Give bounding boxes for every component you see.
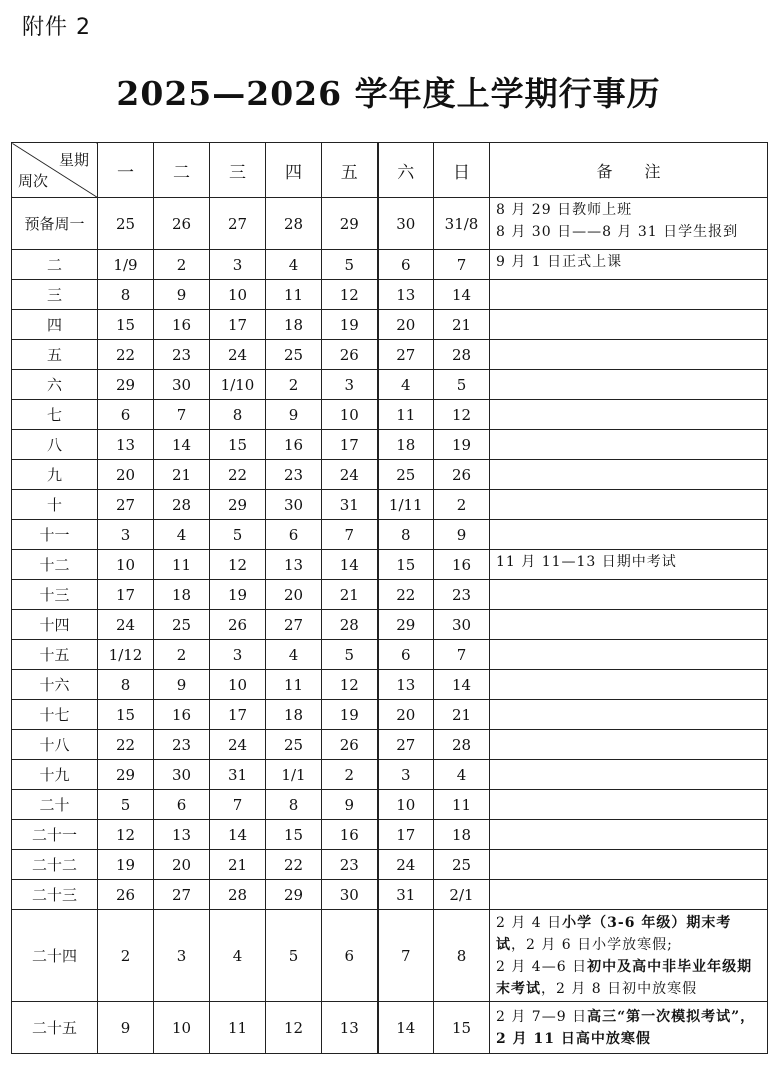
remarks-cell [490, 850, 768, 880]
date-cell: 25 [266, 340, 322, 370]
date-cell: 15 [266, 820, 322, 850]
date-cell: 29 [378, 610, 434, 640]
date-cell: 9 [98, 1002, 154, 1054]
remarks-cell [490, 520, 768, 550]
remark-text: 初中及高中非毕业年级期末考试 [496, 958, 753, 997]
date-cell: 8 [434, 910, 490, 1002]
date-cell: 24 [98, 610, 154, 640]
date-cell: 23 [154, 340, 210, 370]
remarks-header: 备 注 [490, 143, 768, 198]
date-cell: 3 [154, 910, 210, 1002]
date-cell: 22 [266, 850, 322, 880]
week-cell: 十三 [12, 580, 98, 610]
week-cell: 二十四 [12, 910, 98, 1002]
date-cell: 4 [434, 760, 490, 790]
date-cell: 6 [378, 640, 434, 670]
date-cell: 11 [266, 670, 322, 700]
table-row [12, 730, 768, 760]
header-row [12, 143, 768, 198]
table-row [12, 198, 768, 250]
remarks-cell [490, 310, 768, 340]
remarks-cell [490, 460, 768, 490]
date-cell: 18 [266, 310, 322, 340]
date-cell: 12 [98, 820, 154, 850]
date-cell: 26 [322, 730, 378, 760]
date-cell: 28 [210, 880, 266, 910]
week-cell: 三 [12, 280, 98, 310]
remark-text: ，2 月 6 日小学放寒假; [511, 936, 673, 953]
date-cell: 10 [378, 790, 434, 820]
remarks-cell [490, 880, 768, 910]
week-cell: 二十 [12, 790, 98, 820]
table-row [12, 250, 768, 280]
date-cell: 22 [98, 340, 154, 370]
corner-week-label: 周次 [18, 172, 49, 190]
week-cell: 十五 [12, 640, 98, 670]
week-cell: 六 [12, 370, 98, 400]
date-cell: 28 [434, 340, 490, 370]
date-cell: 7 [210, 790, 266, 820]
remark-text: 2 月 4—6 日 [496, 958, 588, 975]
calendar-table [11, 142, 768, 1054]
remarks-cell [490, 340, 768, 370]
date-cell: 8 [98, 280, 154, 310]
corner-weekday-label: 星期 [58, 151, 89, 169]
date-cell: 11 [434, 790, 490, 820]
date-cell: 23 [266, 460, 322, 490]
day-header: 五 [322, 143, 378, 198]
remarks-cell [490, 490, 768, 520]
date-cell: 5 [266, 910, 322, 1002]
date-cell: 13 [378, 670, 434, 700]
date-cell: 18 [266, 700, 322, 730]
date-cell: 20 [378, 310, 434, 340]
table-row [12, 580, 768, 610]
table-row [12, 310, 768, 340]
date-cell: 6 [98, 400, 154, 430]
table-row [12, 550, 768, 580]
week-cell: 十 [12, 490, 98, 520]
remark-text: ，2 月 8 日初中放寒假 [541, 980, 698, 997]
table-row [12, 490, 768, 520]
date-cell: 11 [210, 1002, 266, 1054]
date-cell: 25 [378, 460, 434, 490]
date-cell: 30 [322, 880, 378, 910]
date-cell: 2 [98, 910, 154, 1002]
week-cell: 预备周一 [12, 198, 98, 250]
date-cell: 24 [322, 460, 378, 490]
table-row [12, 340, 768, 370]
date-cell: 9 [434, 520, 490, 550]
table-row [12, 850, 768, 880]
date-cell: 18 [154, 580, 210, 610]
date-cell: 9 [154, 280, 210, 310]
date-cell: 2/1 [434, 880, 490, 910]
week-cell: 二十二 [12, 850, 98, 880]
date-cell: 26 [434, 460, 490, 490]
date-cell: 19 [98, 850, 154, 880]
date-cell: 6 [378, 250, 434, 280]
date-cell: 21 [322, 580, 378, 610]
table-row [12, 610, 768, 640]
remarks-cell [490, 370, 768, 400]
date-cell: 25 [266, 730, 322, 760]
day-header: 六 [378, 143, 434, 198]
date-cell: 21 [154, 460, 210, 490]
date-cell: 29 [98, 760, 154, 790]
date-cell: 15 [210, 430, 266, 460]
date-cell: 11 [378, 400, 434, 430]
date-cell: 3 [98, 520, 154, 550]
date-cell: 7 [322, 520, 378, 550]
date-cell: 31 [322, 490, 378, 520]
date-cell: 4 [378, 370, 434, 400]
date-cell: 31/8 [434, 198, 490, 250]
date-cell: 23 [154, 730, 210, 760]
date-cell: 29 [322, 198, 378, 250]
date-cell: 28 [266, 198, 322, 250]
week-cell: 四 [12, 310, 98, 340]
date-cell: 17 [210, 310, 266, 340]
date-cell: 30 [266, 490, 322, 520]
week-cell: 九 [12, 460, 98, 490]
date-cell: 23 [322, 850, 378, 880]
date-cell: 19 [322, 700, 378, 730]
date-cell: 10 [210, 280, 266, 310]
date-cell: 13 [322, 1002, 378, 1054]
date-cell: 17 [322, 430, 378, 460]
date-cell: 30 [378, 198, 434, 250]
date-cell: 25 [98, 198, 154, 250]
date-cell: 13 [266, 550, 322, 580]
date-cell: 6 [266, 520, 322, 550]
date-cell: 5 [210, 520, 266, 550]
date-cell: 28 [154, 490, 210, 520]
table-row [12, 820, 768, 850]
table-row [12, 1002, 768, 1054]
week-cell: 十四 [12, 610, 98, 640]
date-cell: 26 [210, 610, 266, 640]
date-cell: 4 [266, 640, 322, 670]
remarks-cell [490, 790, 768, 820]
week-cell: 二十五 [12, 1002, 98, 1054]
day-header: 日 [434, 143, 490, 198]
date-cell: 2 [266, 370, 322, 400]
date-cell: 30 [154, 370, 210, 400]
table-row [12, 430, 768, 460]
date-cell: 3 [210, 640, 266, 670]
date-cell: 12 [266, 1002, 322, 1054]
day-header: 二 [154, 143, 210, 198]
date-cell: 1/1 [266, 760, 322, 790]
week-cell: 十二 [12, 550, 98, 580]
remark-text: 9 月 1 日正式上课 [496, 254, 623, 270]
date-cell: 15 [98, 310, 154, 340]
date-cell: 11 [154, 550, 210, 580]
date-cell: 6 [322, 910, 378, 1002]
date-cell: 5 [322, 250, 378, 280]
date-cell: 31 [210, 760, 266, 790]
date-cell: 3 [322, 370, 378, 400]
date-cell: 15 [378, 550, 434, 580]
date-cell: 2 [322, 760, 378, 790]
remarks-cell [490, 730, 768, 760]
date-cell: 8 [210, 400, 266, 430]
date-cell: 27 [154, 880, 210, 910]
date-cell: 15 [434, 1002, 490, 1054]
date-cell: 9 [266, 400, 322, 430]
date-cell: 12 [210, 550, 266, 580]
date-cell: 16 [434, 550, 490, 580]
remarks-cell [490, 760, 768, 790]
table-row [12, 460, 768, 490]
date-cell: 10 [210, 670, 266, 700]
date-cell: 7 [434, 640, 490, 670]
day-header: 三 [210, 143, 266, 198]
remarks-cell [490, 910, 768, 1002]
date-cell: 5 [434, 370, 490, 400]
date-cell: 28 [434, 730, 490, 760]
date-cell: 19 [434, 430, 490, 460]
remarks-cell [490, 250, 768, 280]
table-row [12, 670, 768, 700]
date-cell: 9 [154, 670, 210, 700]
date-cell: 27 [98, 490, 154, 520]
date-cell: 24 [378, 850, 434, 880]
date-cell: 21 [210, 850, 266, 880]
day-header: 一 [98, 143, 154, 198]
date-cell: 14 [434, 280, 490, 310]
date-cell: 10 [154, 1002, 210, 1054]
remarks-cell [490, 640, 768, 670]
date-cell: 18 [378, 430, 434, 460]
week-cell: 十一 [12, 520, 98, 550]
date-cell: 2 [154, 640, 210, 670]
page-title: 2025—2026 学年度上学期行事历 [116, 74, 661, 113]
date-cell: 26 [98, 880, 154, 910]
date-cell: 26 [322, 340, 378, 370]
date-cell: 4 [210, 910, 266, 1002]
attachment-label: 附件 2 [22, 15, 91, 40]
week-cell: 二十三 [12, 880, 98, 910]
remark-text: 小学（3-6 年级）期末考试 [496, 914, 732, 953]
remarks-cell [490, 820, 768, 850]
date-cell: 14 [210, 820, 266, 850]
date-cell: 5 [98, 790, 154, 820]
date-cell: 2 [154, 250, 210, 280]
remark-text: 2 月 4 日 [496, 914, 563, 931]
date-cell: 20 [378, 700, 434, 730]
date-cell: 3 [378, 760, 434, 790]
date-cell: 1/11 [378, 490, 434, 520]
date-cell: 27 [378, 340, 434, 370]
week-cell: 八 [12, 430, 98, 460]
date-cell: 29 [210, 490, 266, 520]
date-cell: 13 [378, 280, 434, 310]
date-cell: 18 [434, 820, 490, 850]
date-cell: 30 [434, 610, 490, 640]
corner-cell [12, 143, 98, 198]
date-cell: 21 [434, 700, 490, 730]
date-cell: 1/10 [210, 370, 266, 400]
week-cell: 十七 [12, 700, 98, 730]
date-cell: 1/9 [98, 250, 154, 280]
date-cell: 11 [266, 280, 322, 310]
remarks-cell [490, 198, 768, 250]
date-cell: 8 [266, 790, 322, 820]
date-cell: 21 [434, 310, 490, 340]
date-cell: 20 [266, 580, 322, 610]
table-row [12, 700, 768, 730]
date-cell: 19 [322, 310, 378, 340]
date-cell: 13 [154, 820, 210, 850]
date-cell: 23 [434, 580, 490, 610]
remarks-cell [490, 610, 768, 640]
date-cell: 27 [210, 198, 266, 250]
date-cell: 12 [322, 670, 378, 700]
date-cell: 7 [434, 250, 490, 280]
remarks-cell [490, 550, 768, 580]
date-cell: 16 [322, 820, 378, 850]
date-cell: 14 [322, 550, 378, 580]
date-cell: 17 [210, 700, 266, 730]
date-cell: 24 [210, 340, 266, 370]
week-cell: 二 [12, 250, 98, 280]
table-row [12, 400, 768, 430]
date-cell: 7 [154, 400, 210, 430]
date-cell: 16 [154, 700, 210, 730]
remark-text: 高三“第一次模拟考试”，2 月 11 日高中放寒假 [496, 1008, 756, 1047]
table-row [12, 370, 768, 400]
date-cell: 15 [98, 700, 154, 730]
date-cell: 14 [434, 670, 490, 700]
date-cell: 22 [378, 580, 434, 610]
date-cell: 12 [322, 280, 378, 310]
remarks-cell [490, 430, 768, 460]
date-cell: 2 [434, 490, 490, 520]
remark-text: 8 月 30 日——8 月 31 日学生报到 [496, 224, 739, 240]
week-cell: 二十一 [12, 820, 98, 850]
date-cell: 4 [154, 520, 210, 550]
date-cell: 8 [378, 520, 434, 550]
date-cell: 6 [154, 790, 210, 820]
date-cell: 29 [266, 880, 322, 910]
remarks-cell [490, 700, 768, 730]
table-row [12, 790, 768, 820]
table-row [12, 910, 768, 1002]
remarks-cell [490, 580, 768, 610]
date-cell: 4 [266, 250, 322, 280]
date-cell: 17 [98, 580, 154, 610]
date-cell: 22 [98, 730, 154, 760]
date-cell: 16 [154, 310, 210, 340]
date-cell: 7 [378, 910, 434, 1002]
week-cell: 十八 [12, 730, 98, 760]
date-cell: 20 [154, 850, 210, 880]
date-cell: 20 [98, 460, 154, 490]
week-cell: 十九 [12, 760, 98, 790]
date-cell: 27 [266, 610, 322, 640]
remark-text: 8 月 29 日教师上班 [496, 202, 633, 218]
remarks-cell [490, 400, 768, 430]
week-cell: 十六 [12, 670, 98, 700]
date-cell: 24 [210, 730, 266, 760]
date-cell: 29 [98, 370, 154, 400]
date-cell: 25 [154, 610, 210, 640]
date-cell: 16 [266, 430, 322, 460]
date-cell: 25 [434, 850, 490, 880]
table-row [12, 640, 768, 670]
day-header: 四 [266, 143, 322, 198]
date-cell: 27 [378, 730, 434, 760]
table-row [12, 760, 768, 790]
date-cell: 5 [322, 640, 378, 670]
date-cell: 1/12 [98, 640, 154, 670]
remarks-cell [490, 280, 768, 310]
date-cell: 10 [322, 400, 378, 430]
date-cell: 10 [98, 550, 154, 580]
remark-text: 2 月 7—9 日 [496, 1008, 588, 1025]
date-cell: 14 [154, 430, 210, 460]
date-cell: 31 [378, 880, 434, 910]
week-cell: 七 [12, 400, 98, 430]
date-cell: 19 [210, 580, 266, 610]
date-cell: 12 [434, 400, 490, 430]
table-row [12, 280, 768, 310]
table-row [12, 880, 768, 910]
week-cell: 五 [12, 340, 98, 370]
date-cell: 13 [98, 430, 154, 460]
remark-text: 11 月 11—13 日期中考试 [496, 554, 677, 570]
date-cell: 8 [98, 670, 154, 700]
date-cell: 30 [154, 760, 210, 790]
date-cell: 3 [210, 250, 266, 280]
date-cell: 17 [378, 820, 434, 850]
date-cell: 26 [154, 198, 210, 250]
table-row [12, 520, 768, 550]
remarks-cell [490, 670, 768, 700]
date-cell: 14 [378, 1002, 434, 1054]
date-cell: 22 [210, 460, 266, 490]
remarks-cell [490, 1002, 768, 1054]
date-cell: 28 [322, 610, 378, 640]
date-cell: 9 [322, 790, 378, 820]
